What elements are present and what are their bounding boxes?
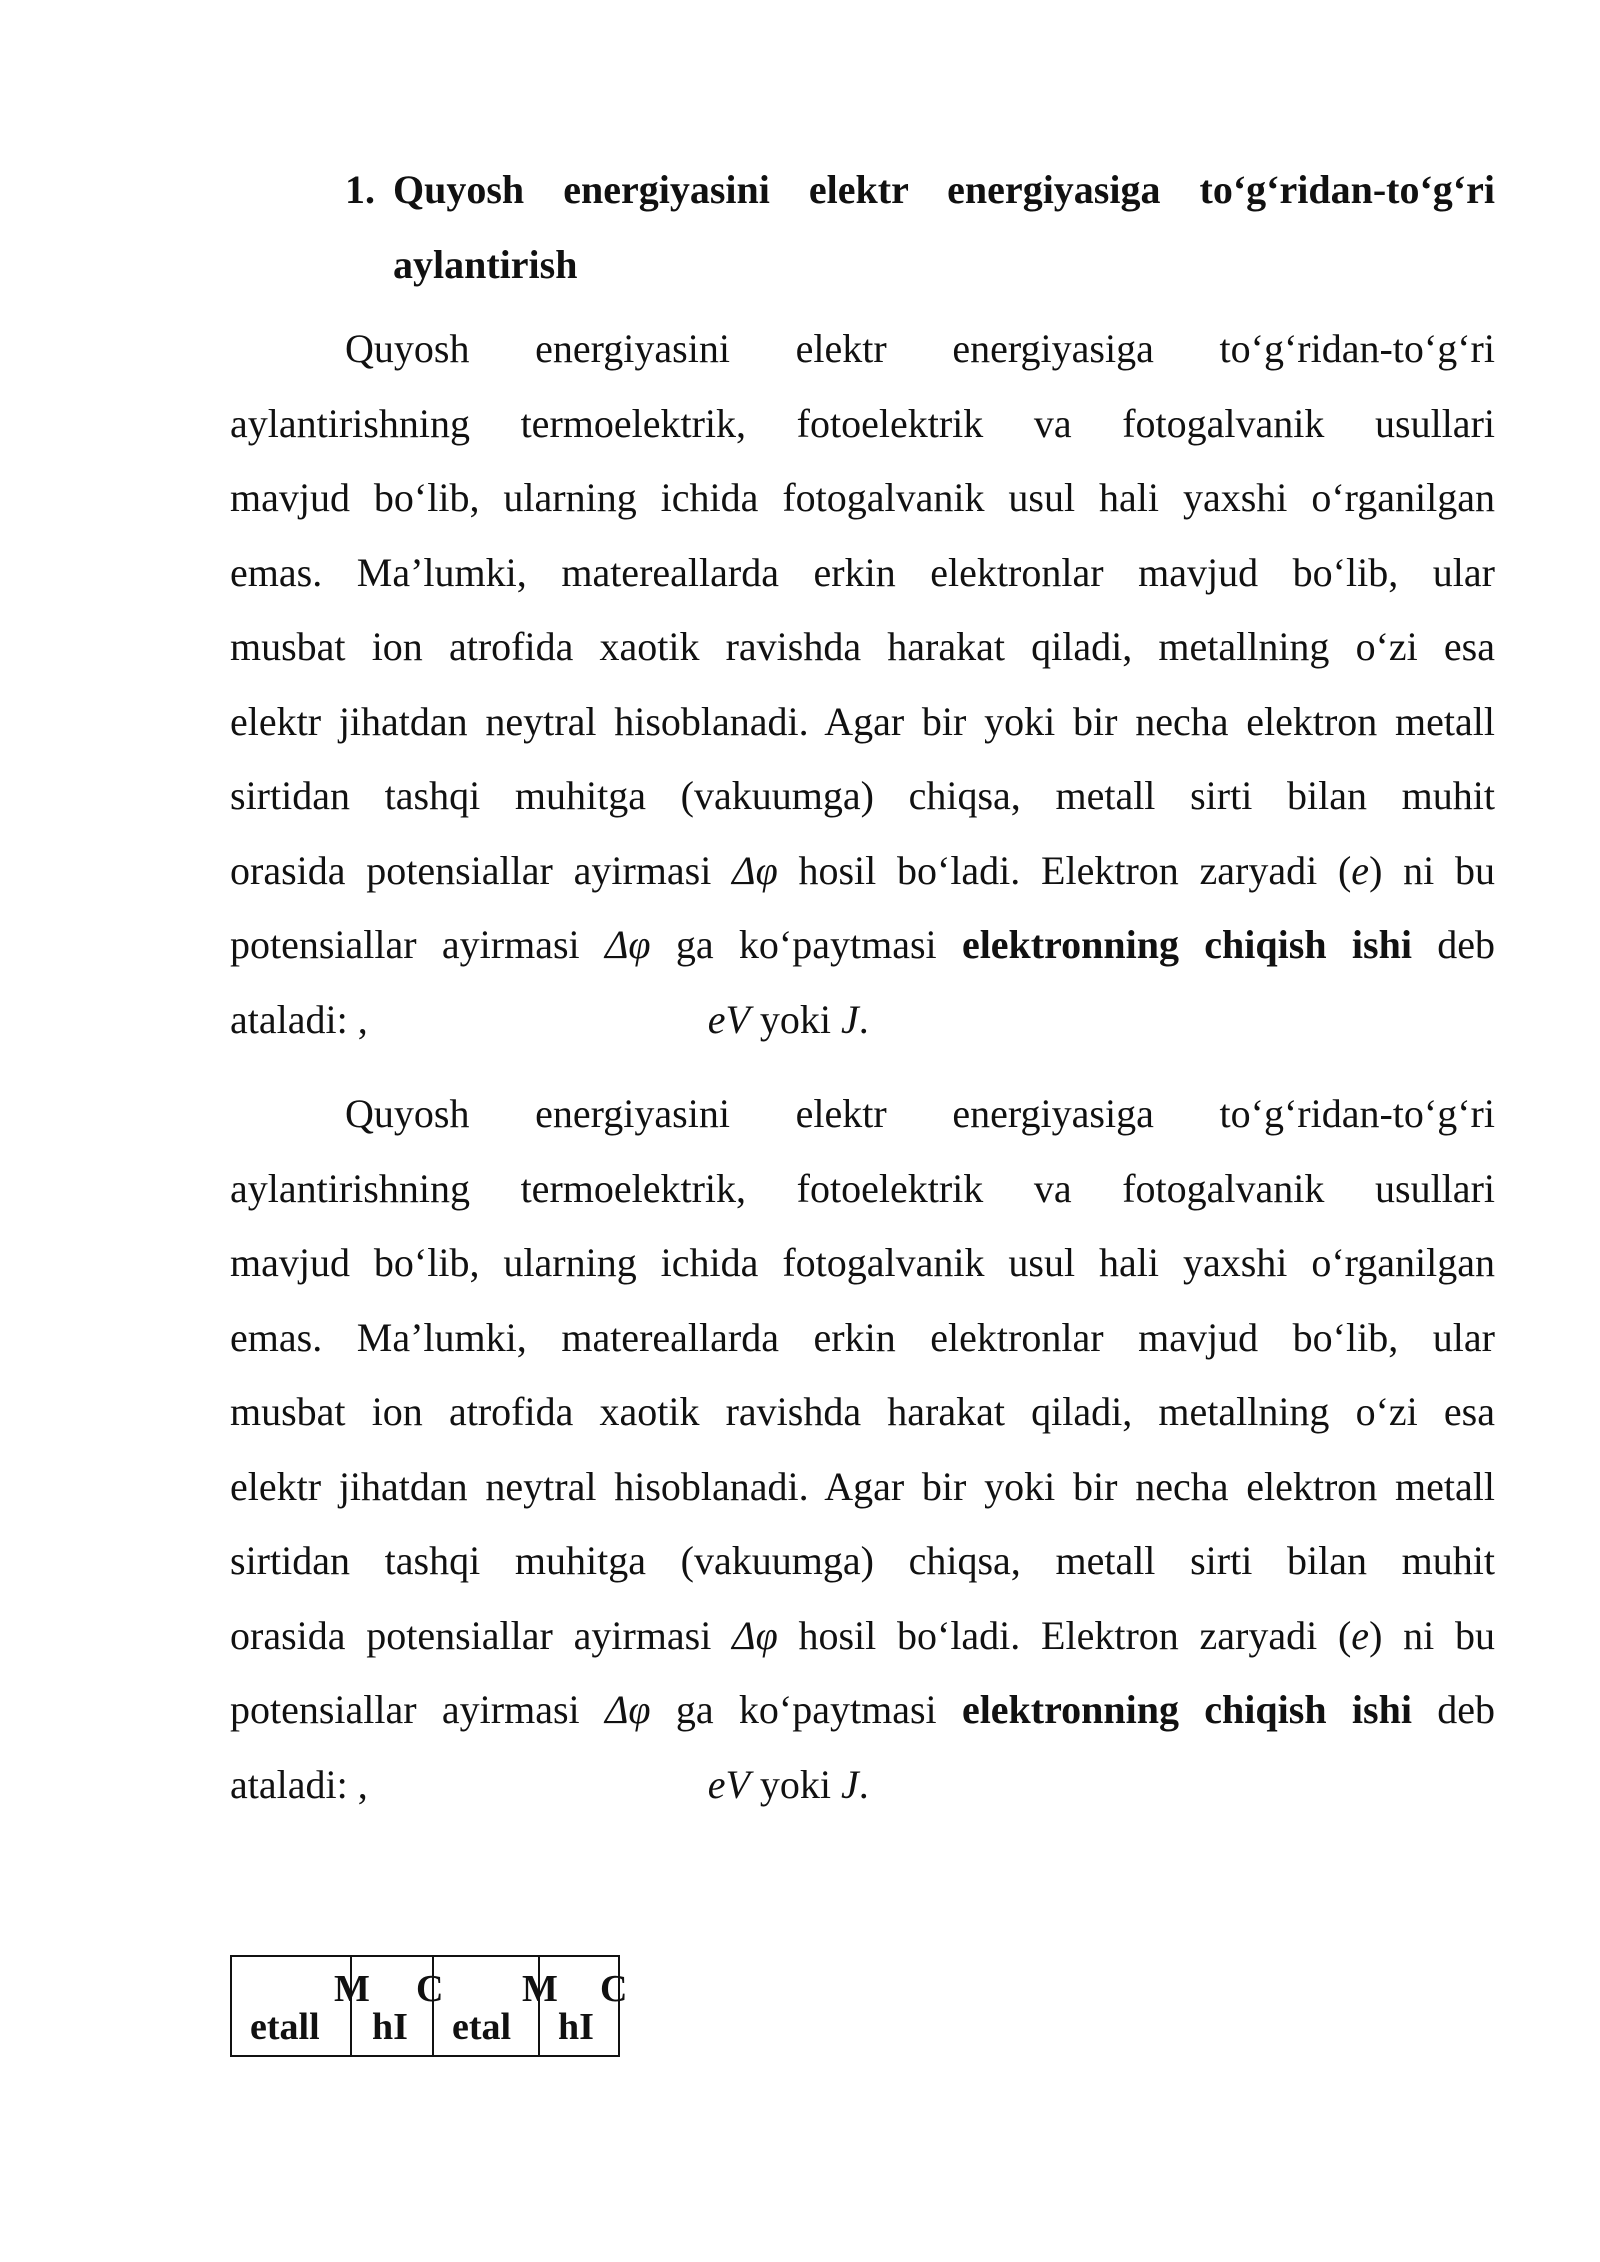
text-run: ) ni bu [1369, 1612, 1495, 1658]
text-run: orasida potensiallar ayirmasi [230, 847, 733, 893]
delta-phi-symbol: Δφ [604, 1687, 651, 1732]
para-line [230, 834, 1495, 909]
heading-text-1: Quyosh energiyasini elektr energiyasiga to‘g‘ridan-to‘g‘ri [393, 167, 1495, 212]
heading-line-2: aylantirish [393, 242, 578, 287]
para-line: aylantirishning termoelektrik, fotoelektrik va fotogalvanik usullari [230, 1165, 1495, 1211]
table-row [231, 1956, 619, 2056]
para-line: musbat ion atrofida xaotik ravishda harakat qiladi, metallning o‘zi esa [230, 624, 1495, 669]
para-line: emas. Ma’lumki, matereallarda erkin elektronlar mavjud bo‘lib, ular [230, 1314, 1495, 1360]
cell-bottom-text: hI [558, 2006, 594, 2048]
heading-line-1 [345, 152, 1495, 227]
para-line: elektr jihatdan neytral hisoblanadi. Agar bir yoki bir necha elektron metall [230, 1463, 1495, 1509]
text-run: deb [1411, 922, 1495, 967]
text-run: yoki [749, 1761, 842, 1807]
cell-top-text: C [600, 1968, 628, 2010]
para-line: sirtidan tashqi muhitga (vakuumga) chiqsa, metall sirti bilan muhit [230, 773, 1495, 818]
text-run: hosil bo‘ladi. Elektron zaryadi ( [777, 847, 1352, 893]
paragraph-2 [230, 1077, 1495, 1822]
text-run: ataladi: , [230, 1761, 368, 1807]
electron-charge-symbol: e [1351, 1612, 1370, 1658]
para-line [230, 1748, 1495, 1823]
section-heading [345, 152, 1495, 302]
para-line: elektr jihatdan neytral hisoblanadi. Agar bir yoki bir necha elektron metall [230, 698, 1495, 744]
table-cell [433, 1956, 558, 2056]
cell-top-text: C [416, 1968, 444, 2010]
text-run: ) ni bu [1369, 847, 1495, 893]
text-run: . [858, 1761, 869, 1807]
text-run: potensiallar ayirmasi [230, 922, 605, 967]
text-run: ga ko‘paytmasi [650, 1687, 962, 1732]
heading-number: 1. [345, 167, 375, 212]
text-run: yoki [749, 996, 842, 1042]
unit-ev: eV [707, 1761, 750, 1807]
delta-phi-symbol: Δφ [604, 922, 651, 967]
text-run: . [858, 996, 869, 1042]
text-run: deb [1411, 1687, 1495, 1732]
para-line [230, 1673, 1495, 1748]
para-line: emas. Ma’lumki, matereallarda erkin elektronlar mavjud bo‘lib, ular [230, 549, 1495, 595]
text-run: ga ko‘paytmasi [650, 922, 962, 967]
para-line: aylantirishning termoelektrik, fotoelektrik va fotogalvanik usullari [230, 400, 1495, 446]
para-line: musbat ion atrofida xaotik ravishda harakat qiladi, metallning o‘zi esa [230, 1389, 1495, 1434]
para-line [230, 1599, 1495, 1674]
para-line: Quyosh energiyasini elektr energiyasiga to‘g‘ridan-to‘g‘ri [345, 1091, 1495, 1136]
delta-phi-symbol: Δφ [732, 847, 778, 893]
cell-bottom-text: etal [452, 2006, 512, 2048]
text-run: ataladi: , [230, 996, 368, 1042]
para-line: mavjud bo‘lib, ularning ichida fotogalvanik usul hali yaxshi o‘rganilgan [230, 1240, 1495, 1285]
para-line [230, 908, 1495, 983]
cell-bottom-text: etall [250, 2006, 320, 2048]
electron-charge-symbol: e [1351, 847, 1370, 893]
bold-term: elektronning chiqish ishi [961, 1687, 1412, 1732]
cell-top-text: M [334, 1968, 370, 2010]
para-line: mavjud bo‘lib, ularning ichida fotogalvanik usul hali yaxshi o‘rganilgan [230, 475, 1495, 520]
table-cell [539, 1956, 628, 2056]
table-cell [351, 1956, 444, 2056]
unit-j: J [841, 1761, 859, 1807]
para-line: sirtidan tashqi muhitga (vakuumga) chiqsa, metall sirti bilan muhit [230, 1538, 1495, 1583]
text-run: orasida potensiallar ayirmasi [230, 1612, 733, 1658]
paragraph-1 [230, 312, 1495, 1057]
bold-term: elektronning chiqish ishi [961, 922, 1412, 967]
cell-top-text: M [522, 1968, 558, 2010]
para-line: Quyosh energiyasini elektr energiyasiga to‘g‘ridan-to‘g‘ri [345, 326, 1495, 371]
unit-ev: eV [707, 996, 750, 1042]
cell-bottom-text: hI [372, 2006, 408, 2048]
delta-phi-symbol: Δφ [732, 1612, 778, 1658]
text-run: hosil bo‘ladi. Elektron zaryadi ( [777, 1612, 1352, 1658]
metal-table [230, 1955, 628, 2057]
para-line [230, 983, 1495, 1058]
unit-j: J [841, 996, 859, 1042]
text-run: potensiallar ayirmasi [230, 1687, 605, 1732]
table-cell [231, 1956, 370, 2056]
